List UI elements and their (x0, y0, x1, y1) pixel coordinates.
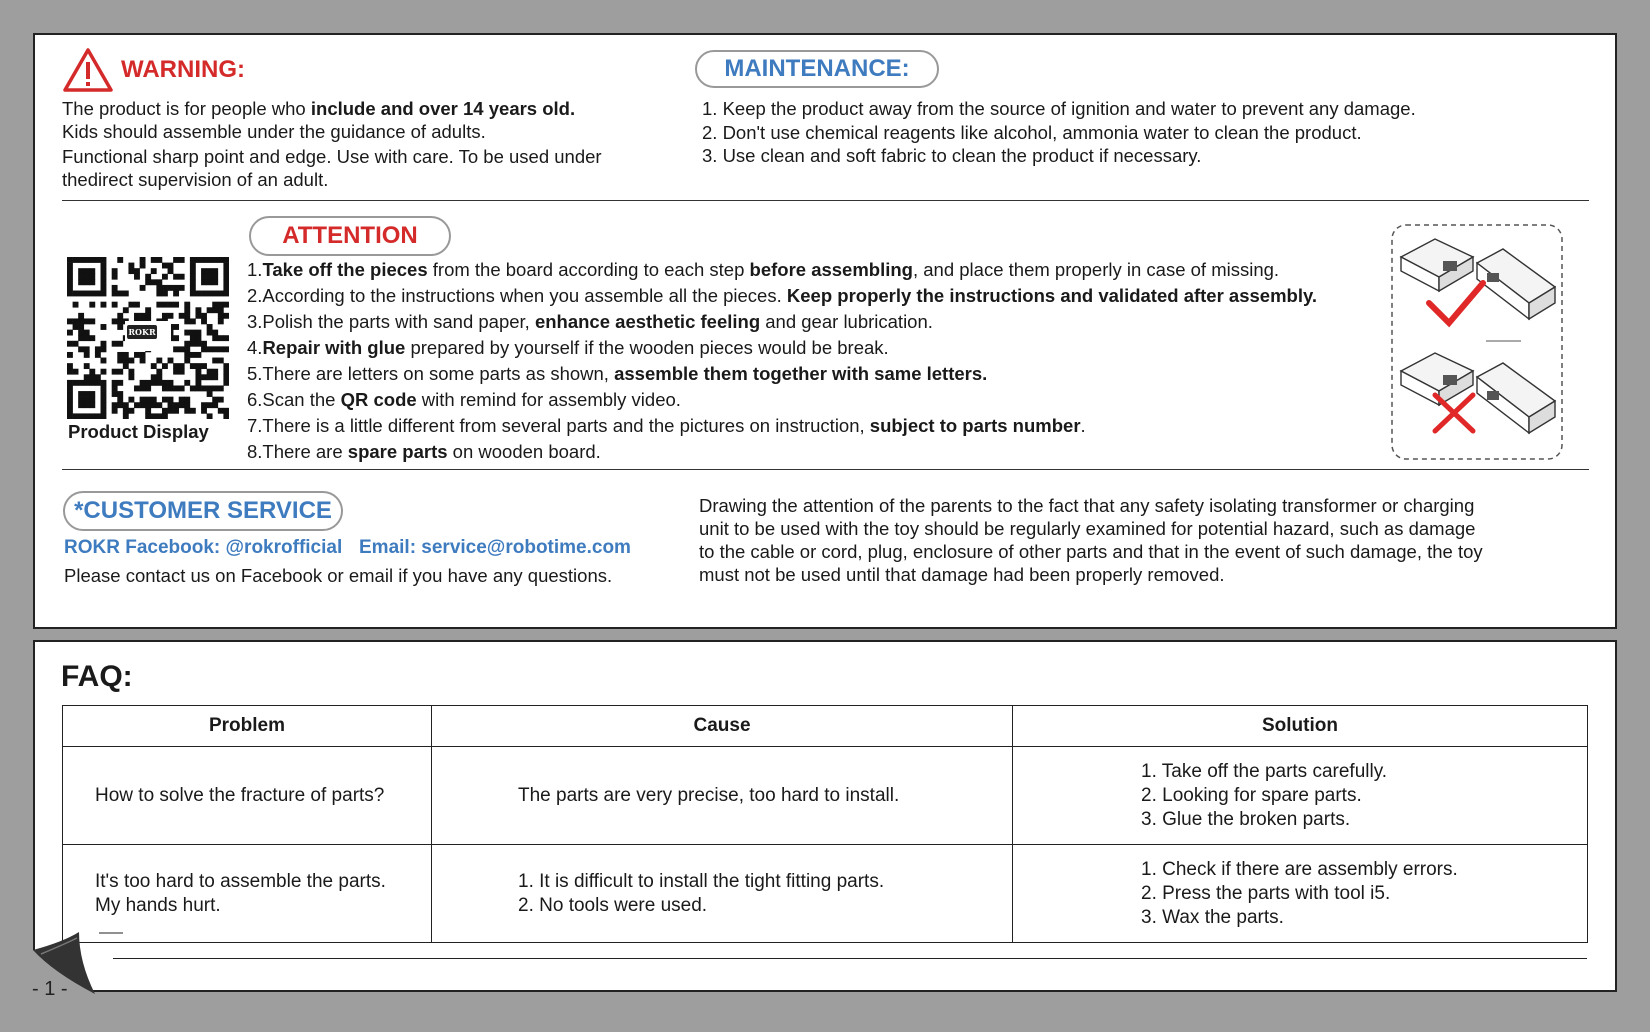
faq-panel (33, 640, 1617, 992)
maintenance-item: 2. Don't use chemical reagents like alcohol, ammonia water to clean the product. (702, 122, 1362, 143)
attention-item: 6.Scan the QR code with remind for assembly video. (247, 389, 681, 410)
attention-item: 1.Take off the pieces from the board according to each step before assembling, and place them properly in case of missing. (247, 259, 1280, 280)
faq-cell-line: 2. No tools were used. (518, 894, 708, 916)
warning-triangle-icon (62, 47, 114, 93)
attention-item: 8.There are spare parts on wooden board. (247, 441, 601, 462)
faq-bottom-line (113, 958, 1587, 959)
faq-cell-line: How to solve the fracture of parts? (95, 784, 385, 806)
attention-item: 7.There is a little different from several parts and the pictures on instruction, subject to parts number. (247, 415, 1086, 436)
faq-cell-problem (63, 845, 432, 943)
safety-note-line: to the cable or cord, plug, enclosure of other parts and that in the event of such damage, the toy (699, 541, 1483, 562)
header-problem: Problem (63, 706, 432, 747)
header-solution: Solution (1013, 706, 1588, 747)
email-link[interactable]: Email: service@robotime.com (359, 537, 631, 558)
correct-assembly-figure (1401, 239, 1555, 323)
warning-line-4: thedirect supervision of an adult. (62, 169, 329, 190)
header-cause: Cause (432, 706, 1013, 747)
warning-line-1: The product is for people who include and over 14 years old. (62, 98, 576, 119)
faq-cell-solution (1013, 747, 1588, 845)
table-row (63, 845, 1588, 943)
divider (62, 469, 1589, 470)
page-number: - 1 - (32, 978, 68, 1000)
incorrect-assembly-figure (1401, 353, 1555, 433)
info-panel (33, 33, 1617, 629)
attention-item: 4.Repair with glue prepared by yourself if the wooden pieces would be break. (247, 337, 889, 358)
faq-cell-line: It's too hard to assemble the parts. (95, 870, 386, 892)
faq-cell-cause (432, 747, 1013, 845)
faq-header-row (63, 706, 1588, 747)
faq-table (62, 705, 1588, 943)
assembly-illustration (1391, 223, 1563, 461)
maintenance-item: 3. Use clean and soft fabric to clean the product if necessary. (702, 145, 1202, 166)
faq-cell-line: 1. It is difficult to install the tight fitting parts. (518, 870, 885, 892)
warning-title: WARNING: (121, 56, 245, 83)
faq-cell-line: 3. Wax the parts. (1141, 906, 1284, 928)
attention-item: 5.There are letters on some parts as shown, assemble them together with same letters. (247, 363, 988, 384)
contact-text: Please contact us on Facebook or email if you have any questions. (64, 565, 613, 586)
maintenance-title: MAINTENANCE: (695, 50, 939, 88)
attention-item: 2.According to the instructions when you assemble all the pieces. Keep properly the instructions and validated after assembly. (247, 285, 1318, 306)
faq-cell-line: The parts are very precise, too hard to install. (518, 784, 900, 806)
safety-note-line: unit to be used with the toy should be regularly examined for potential hazard, such as damage (699, 518, 1476, 539)
warning-line-3: Functional sharp point and edge. Use with care. To be used under (62, 146, 602, 167)
attention-item: 3.Polish the parts with sand paper, enhance aesthetic feeling and gear lubrication. (247, 311, 933, 332)
faq-cell-solution (1013, 845, 1588, 943)
faq-cell-cause (432, 845, 1013, 943)
faq-cell-problem (63, 747, 432, 845)
facebook-link[interactable]: ROKR Facebook: @rokrofficial (64, 537, 343, 558)
maintenance-item: 1. Keep the product away from the source of ignition and water to prevent any damage. (702, 98, 1416, 119)
table-row (63, 747, 1588, 845)
faq-cell-line: 1. Take off the parts carefully. (1141, 760, 1388, 782)
faq-cell-line: 3. Glue the broken parts. (1141, 808, 1351, 830)
attention-title: ATTENTION (249, 216, 451, 256)
faq-cell-line: 2. Looking for spare parts. (1141, 784, 1362, 806)
qr-logo: ROKR (128, 327, 156, 337)
divider (62, 200, 1589, 201)
faq-cell-line: 1. Check if there are assembly errors. (1141, 858, 1458, 880)
customer-service-title: *CUSTOMER SERVICE (63, 491, 343, 531)
warning-line-2: Kids should assemble under the guidance of adults. (62, 121, 486, 142)
safety-note-line: Drawing the attention of the parents to the fact that any safety isolating transformer or charging (699, 495, 1475, 516)
faq-cell-line: My hands hurt. (95, 894, 221, 916)
qr-caption: Product Display (68, 421, 209, 442)
faq-cell-line: 2. Press the parts with tool i5. (1141, 882, 1391, 904)
safety-note-line: must not be used until that damage had been properly removed. (699, 564, 1225, 585)
faq-title: FAQ: (61, 660, 133, 693)
